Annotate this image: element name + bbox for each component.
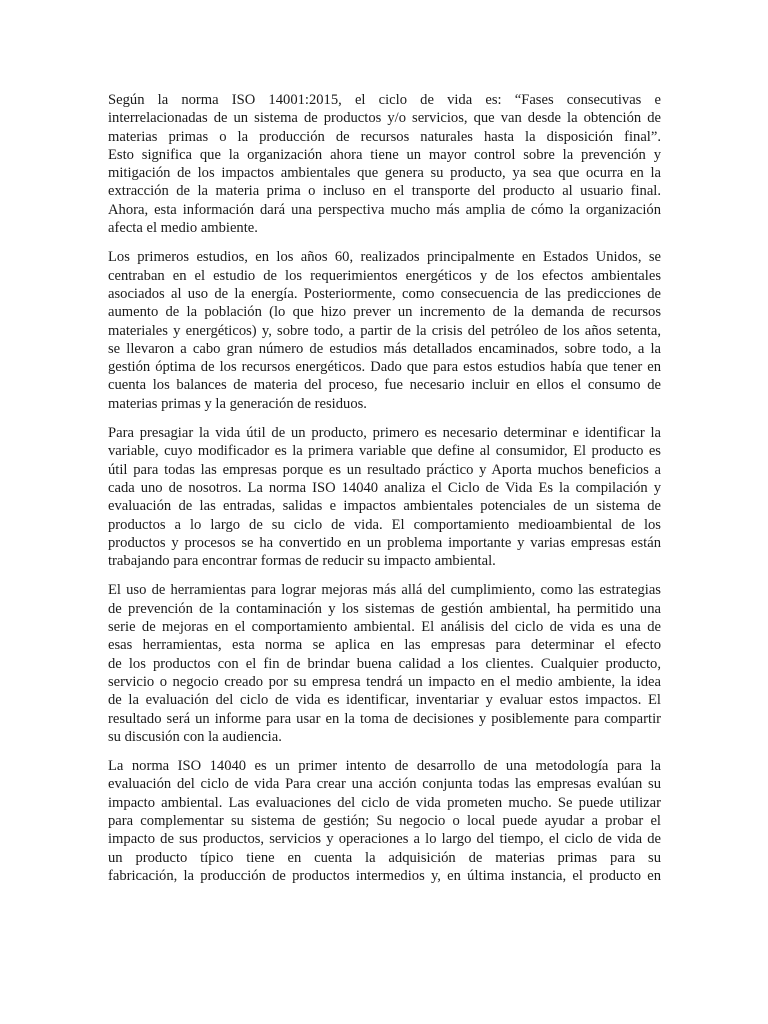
text-line: asociados al uso de la energía. Posteriormente, como consecuencia de las predicciones de	[108, 285, 661, 302]
text-line: materias primas y la generación de residuos.	[108, 395, 367, 412]
text-line: interrelacionadas de un sistema de productos y/o servicios, que van desde la obtención de	[108, 110, 661, 127]
text-line: cada uno de nosotros. La norma ISO 14040 analiza el Ciclo de Vida Es la compilación y	[108, 479, 661, 496]
text-line: de la evaluación del ciclo de vida es identificar, inventariar y evaluar estos impactos. El	[108, 692, 661, 709]
paragraph-4	[108, 581, 661, 746]
text-line: centraban en el estudio de los requerimientos energéticos y de los efectos ambientales	[108, 267, 661, 284]
text-line: aumento de la población (lo que hizo prever un incremento de la demanda de recursos	[108, 304, 661, 321]
text-line: para complementar su sistema de gestión; Su negocio o local puede ayudar a probar el	[108, 812, 661, 829]
text-line: gestión óptima de los recursos energéticos. Dado que para estos estudios había que tener en	[108, 359, 661, 376]
text-line: Los primeros estudios, en los años 60, realizados principalmente en Estados Unidos, se	[108, 249, 661, 266]
text-line: Según la norma ISO 14001:2015, el ciclo de vida es: “Fases consecutivas e	[108, 92, 661, 108]
text-line: se llevaron a cabo gran número de estudios más detallados encaminados, sobre todo, a la	[108, 340, 661, 357]
paragraph-3	[108, 424, 661, 570]
text-line: de prevención de la contaminación y los sistemas de gestión ambiental, ha permitido una	[108, 600, 661, 617]
text-line: materiales y energéticos) y, sobre todo, a partir de la crisis del petróleo de los años setenta,	[108, 322, 661, 339]
text-line: variable, cuyo modificador es la primera variable que define al consumidor, El producto es	[108, 443, 661, 460]
text-line: fabricación, la producción de productos intermedios y, en última instancia, el producto en	[108, 867, 661, 884]
text-line: Esto significa que la organización ahora tiene un mayor control sobre la prevención y	[108, 146, 661, 163]
text-line: esas herramientas, esta norma se aplica en las empresas para determinar el efecto	[108, 637, 661, 654]
paragraph-5	[108, 757, 661, 885]
text-line: evaluación del ciclo de vida Para crear una acción conjunta todas las empresas evalúan su	[108, 776, 661, 793]
text-line: Para presagiar la vida útil de un producto, primero es necesario determinar e identificar la	[108, 425, 661, 442]
text-line: trabajando para encontrar formas de reducir su impacto ambiental.	[108, 553, 496, 570]
text-line: impacto de sus productos, servicios y operaciones a lo largo del tiempo, el ciclo de vida de	[108, 831, 661, 848]
text-line: extracción de la materia prima o incluso en el transporte del producto al usuario final.	[108, 183, 661, 200]
text-line: cuenta los balances de materia del proceso, fue necesario incluir en ellos el consumo de	[108, 377, 661, 394]
paragraph-2	[108, 248, 661, 413]
text-line: productos a lo largo de su ciclo de vida. El comportamiento medioambiental de los	[108, 516, 661, 533]
text-line: evaluación de las entradas, salidas e impactos ambientales potenciales de un sistema de	[108, 498, 661, 515]
text-line: La norma ISO 14040 es un primer intento de desarrollo de una metodología para la	[108, 758, 661, 775]
text-line: resultado será un informe para usar en la toma de decisiones y posiblemente para compartir	[108, 710, 661, 727]
text-line: materias primas o la producción de recursos naturales hasta la disposición final”.	[108, 128, 661, 145]
text-line: útil para todas las empresas porque es un resultado práctico y Aporta muchos beneficios a	[108, 461, 661, 478]
text-line: mitigación de los impactos ambientales que genera su producto, ya sea que ocurra en la	[108, 165, 661, 182]
text-line: afecta el medio ambiente.	[108, 220, 258, 237]
text-line: su discusión con la audiencia.	[108, 728, 282, 745]
document-body	[108, 91, 661, 896]
paragraph-1	[108, 91, 661, 237]
text-line: Ahora, esta información dará una perspectiva mucho más amplia de cómo la organización	[108, 201, 661, 218]
text-line: productos y procesos se ha convertido en un problema importante y varias empresas están	[108, 534, 661, 551]
text-line: El uso de herramientas para lograr mejoras más allá del cumplimiento, como las estrategias	[108, 582, 661, 599]
text-line: serie de mejoras en el comportamiento ambiental. El análisis del ciclo de vida es una de	[108, 619, 661, 636]
text-line: impacto ambiental. Las evaluaciones del ciclo de vida prometen mucho. Se puede utilizar	[108, 794, 661, 811]
text-line: servicio o negocio creado por su empresa tendrá un impacto en el medio ambiente, la idea	[108, 673, 661, 690]
text-line: un producto típico tiene en cuenta la adquisición de materias primas para su	[108, 849, 661, 866]
text-line: de los productos con el fin de brindar buena calidad a los clientes. Cualquier producto,	[108, 655, 661, 672]
